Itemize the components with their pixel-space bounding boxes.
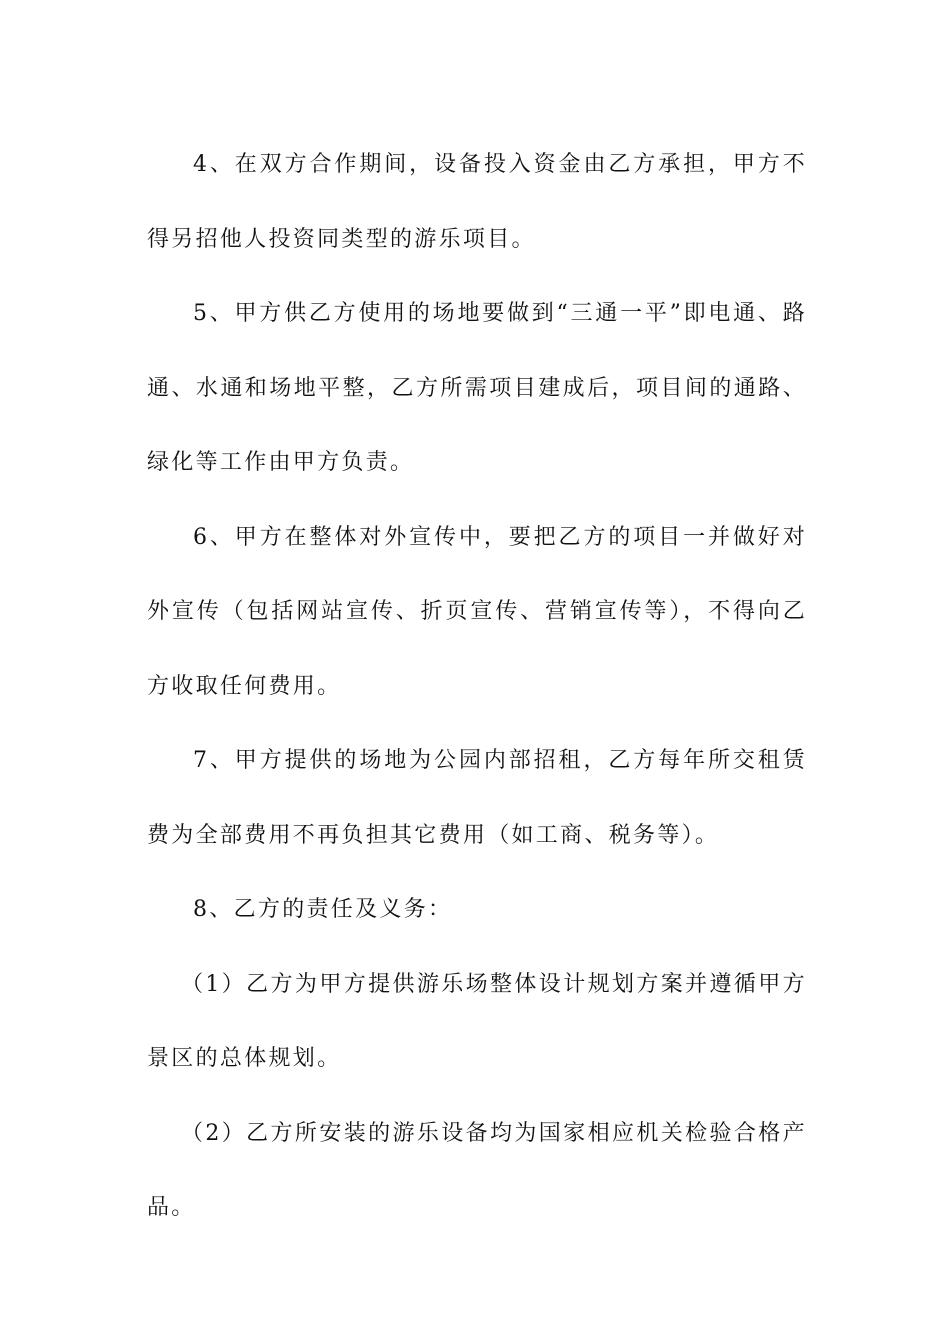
paragraph-clause-8-2: （2）乙方所安装的游乐设备均为国家相应机关检验合格产品。 xyxy=(147,1120,807,1220)
paragraph-clause-8: 8、乙方的责任及义务： xyxy=(193,897,453,922)
paragraph-clause-6: 6、甲方在整体对外宣传中，要把乙方的项目一并做好对外宣传（包括网站宣传、折页宣传、营销宣传等），不得向乙方收取任何费用。 xyxy=(147,524,807,699)
paragraph-clause-5: 5、甲方供乙方使用的场地要做到“三通一平”即电通、路通、水通和场地平整，乙方所需项目建成后，项目间的通路、绿化等工作由甲方负责。 xyxy=(147,301,807,475)
paragraph-clause-8-1: （1）乙方为甲方提供游乐场整体设计规划方案并遵循甲方景区的总体规划。 xyxy=(147,971,807,1071)
paragraph-clause-4: 4、在双方合作期间，设备投入资金由乙方承担，甲方不得另招他人投资同类型的游乐项目。 xyxy=(147,152,807,252)
document-body xyxy=(147,128,807,1246)
paragraph-clause-7: 7、甲方提供的场地为公园内部招租，乙方每年所交租赁费为全部费用不再负担其它费用（如工商、税务等）。 xyxy=(147,748,807,848)
